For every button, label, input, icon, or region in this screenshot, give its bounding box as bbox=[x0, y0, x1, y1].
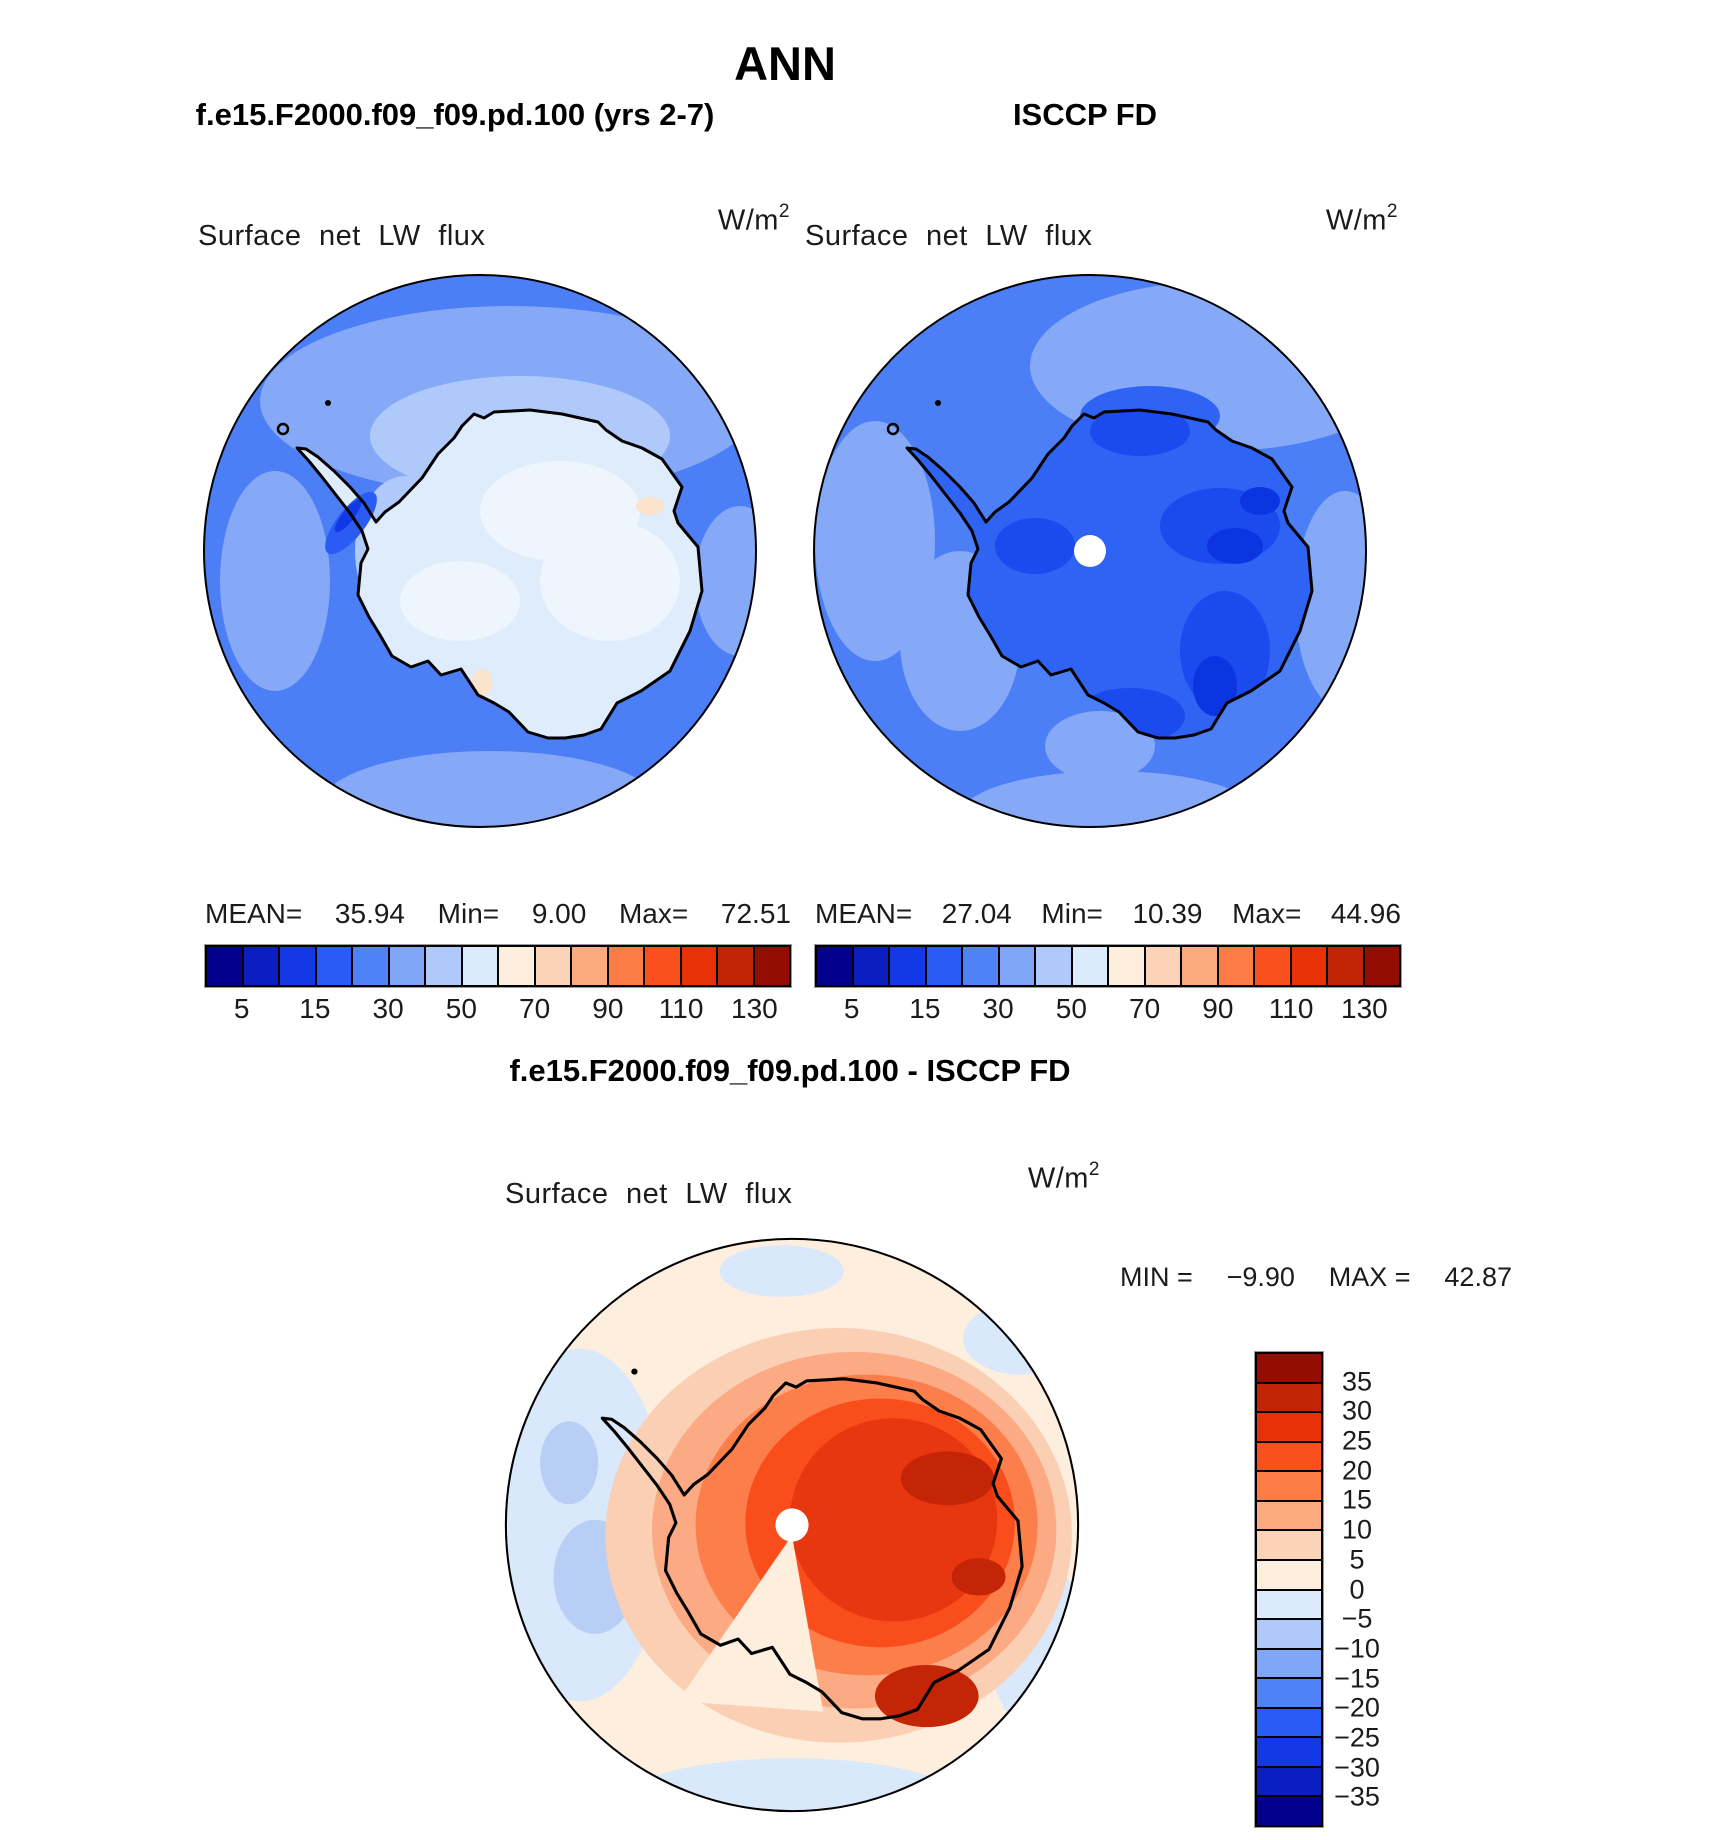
colorbar-cell bbox=[388, 945, 427, 987]
diff-colorbar-ticks bbox=[1322, 1352, 1392, 1827]
colorbar-cell bbox=[1255, 1618, 1323, 1650]
colorbar-cell bbox=[351, 945, 390, 987]
min-value: 10.39 bbox=[1132, 898, 1203, 929]
colorbar-cell bbox=[1255, 1795, 1323, 1827]
colorbar-tick-label: 30 bbox=[1341, 1395, 1373, 1426]
model-map-fill bbox=[180, 251, 780, 851]
diff-map-fill bbox=[481, 1214, 1103, 1836]
units-base: W/m bbox=[1325, 204, 1387, 237]
model-units-label bbox=[718, 203, 790, 238]
colorbar-tick-label: 130 bbox=[1341, 993, 1388, 1024]
colorbar-cell bbox=[1290, 945, 1329, 987]
colorbar-cell bbox=[1255, 1736, 1323, 1768]
colorbar-tick-label: 0 bbox=[1349, 1574, 1365, 1604]
colorbar-tick-label: 110 bbox=[1268, 993, 1314, 1024]
colorbar-tick-label: 90 bbox=[1202, 993, 1234, 1024]
main-title: ANN bbox=[734, 37, 836, 90]
colorbar-cell bbox=[1144, 945, 1183, 987]
colorbar-cell bbox=[278, 945, 317, 987]
obs-colorbar bbox=[815, 945, 1401, 987]
colorbar-cell bbox=[607, 945, 646, 987]
colorbar-cell bbox=[815, 945, 854, 987]
colorbar-tick-label: −35 bbox=[1334, 1781, 1380, 1812]
max-label: Max= bbox=[618, 898, 689, 929]
max-label: Max= bbox=[1232, 898, 1302, 929]
colorbar-cell bbox=[242, 945, 281, 987]
island-speck bbox=[631, 1368, 637, 1374]
mean-value: 27.04 bbox=[941, 898, 1012, 929]
obs-colorbar-ticks bbox=[815, 993, 1401, 1027]
colorbar-cell bbox=[1255, 1352, 1323, 1384]
colorbar-tick-label: 50 bbox=[445, 993, 477, 1024]
colorbar-cell bbox=[1255, 1707, 1323, 1739]
colorbar-cell bbox=[1255, 1589, 1323, 1621]
colorbar-cell bbox=[1255, 1529, 1323, 1561]
colorbar-cell bbox=[1255, 1677, 1323, 1709]
colorbar-tick-label: 90 bbox=[592, 993, 624, 1024]
colorbar-cell bbox=[998, 945, 1037, 987]
diff-stats bbox=[1120, 1262, 1512, 1293]
pole-hole bbox=[775, 1508, 808, 1541]
colorbar-cell bbox=[1255, 1500, 1323, 1532]
max-value: 72.51 bbox=[720, 898, 791, 929]
colorbar-tick-label: 20 bbox=[1341, 1455, 1373, 1486]
model-variable-label: Surface net LW flux bbox=[198, 220, 486, 252]
units-exponent: 2 bbox=[1386, 201, 1398, 222]
mean-label: MEAN= bbox=[205, 898, 303, 929]
min-label: MIN = bbox=[1120, 1262, 1193, 1292]
colorbar-cell bbox=[1255, 1766, 1323, 1798]
max-label: MAX = bbox=[1328, 1262, 1411, 1292]
mean-value: 35.94 bbox=[334, 898, 405, 929]
colorbar-cell bbox=[1255, 1441, 1323, 1473]
colorbar-cell bbox=[534, 945, 573, 987]
obs-map-fill bbox=[790, 251, 1390, 851]
colorbar-tick-label: −10 bbox=[1334, 1633, 1380, 1664]
diff-polar-map bbox=[481, 1214, 1103, 1836]
colorbar-cell bbox=[643, 945, 682, 987]
colorbar-tick-label: 15 bbox=[299, 993, 331, 1024]
colorbar-tick-label: 130 bbox=[731, 993, 778, 1024]
colorbar-cell bbox=[1363, 945, 1402, 987]
colorbar-cell bbox=[1034, 945, 1073, 987]
diff-variable-label: Surface net LW flux bbox=[505, 1178, 793, 1210]
colorbar-cell bbox=[1326, 945, 1365, 987]
colorbar-tick-label: 50 bbox=[1055, 993, 1087, 1024]
colorbar-cell bbox=[497, 945, 536, 987]
obs-stats bbox=[815, 898, 1401, 930]
diff-title: f.e15.F2000.f09_f09.pd.100 - ISCCP FD bbox=[509, 1053, 1071, 1088]
island-speck bbox=[935, 400, 941, 406]
obs-subtitle: ISCCP FD bbox=[1012, 97, 1158, 132]
island-speck bbox=[325, 400, 331, 406]
colorbar-tick-label: 30 bbox=[982, 993, 1014, 1024]
colorbar-tick-label: 25 bbox=[1341, 1425, 1373, 1456]
min-value: 9.00 bbox=[531, 898, 587, 929]
colorbar-cell bbox=[1255, 1382, 1323, 1414]
colorbar-tick-label: −15 bbox=[1334, 1663, 1380, 1694]
model-stats bbox=[205, 898, 791, 930]
colorbar-tick-label: −25 bbox=[1334, 1722, 1380, 1753]
min-label: Min= bbox=[437, 898, 500, 929]
model-subtitle: f.e15.F2000.f09_f09.pd.100 (yrs 2-7) bbox=[195, 97, 715, 132]
min-label: Min= bbox=[1041, 898, 1103, 929]
obs-units-label bbox=[1326, 203, 1398, 238]
colorbar-tick-label: 110 bbox=[658, 993, 704, 1024]
colorbar-tick-label: 5 bbox=[1349, 1544, 1365, 1575]
model-colorbar-ticks bbox=[205, 993, 791, 1027]
colorbar-cell bbox=[1255, 1470, 1323, 1502]
colorbar-tick-label: 30 bbox=[372, 993, 404, 1024]
units-exponent: 2 bbox=[1088, 1159, 1100, 1180]
colorbar-cell bbox=[1253, 945, 1292, 987]
colorbar-cell bbox=[716, 945, 755, 987]
colorbar-cell bbox=[1217, 945, 1256, 987]
obs-polar-map bbox=[790, 251, 1390, 851]
colorbar-tick-label: 15 bbox=[909, 993, 941, 1024]
colorbar-cell bbox=[1255, 1559, 1323, 1591]
model-colorbar bbox=[205, 945, 791, 987]
colorbar-tick-label: 70 bbox=[1129, 993, 1161, 1024]
colorbar-tick-label: −30 bbox=[1334, 1752, 1380, 1783]
pole-hole bbox=[1074, 535, 1106, 567]
colorbar-cell bbox=[1180, 945, 1219, 987]
colorbar-cell bbox=[1107, 945, 1146, 987]
model-polar-map bbox=[180, 251, 780, 851]
colorbar-tick-label: −20 bbox=[1334, 1692, 1380, 1723]
units-exponent: 2 bbox=[778, 201, 790, 222]
units-base: W/m bbox=[717, 204, 779, 237]
colorbar-cell bbox=[961, 945, 1000, 987]
colorbar-cell bbox=[461, 945, 500, 987]
obs-variable-label: Surface net LW flux bbox=[805, 220, 1093, 252]
colorbar-cell bbox=[570, 945, 609, 987]
min-value: −9.90 bbox=[1226, 1262, 1295, 1292]
colorbar-cell bbox=[680, 945, 719, 987]
colorbar-cell bbox=[205, 945, 244, 987]
mean-label: MEAN= bbox=[815, 898, 913, 929]
max-value: 42.87 bbox=[1444, 1262, 1512, 1292]
colorbar-tick-label: 5 bbox=[843, 993, 860, 1024]
diff-colorbar bbox=[1255, 1352, 1323, 1827]
colorbar-tick-label: 35 bbox=[1341, 1366, 1373, 1397]
colorbar-cell bbox=[315, 945, 354, 987]
colorbar-tick-label: 5 bbox=[233, 993, 250, 1024]
colorbar-cell bbox=[1071, 945, 1110, 987]
colorbar-tick-label: 15 bbox=[1341, 1484, 1373, 1515]
max-value: 44.96 bbox=[1330, 898, 1401, 929]
units-base: W/m bbox=[1027, 1162, 1089, 1195]
colorbar-cell bbox=[1255, 1411, 1323, 1443]
colorbar-cell bbox=[424, 945, 463, 987]
colorbar-cell bbox=[888, 945, 927, 987]
colorbar-tick-label: 10 bbox=[1341, 1514, 1373, 1545]
colorbar-cell bbox=[1255, 1648, 1323, 1680]
diff-units-label bbox=[1028, 1161, 1100, 1196]
colorbar-cell bbox=[925, 945, 964, 987]
colorbar-tick-label: −5 bbox=[1341, 1603, 1373, 1634]
colorbar-cell bbox=[852, 945, 891, 987]
colorbar-tick-label: 70 bbox=[519, 993, 551, 1024]
colorbar-cell bbox=[753, 945, 792, 987]
